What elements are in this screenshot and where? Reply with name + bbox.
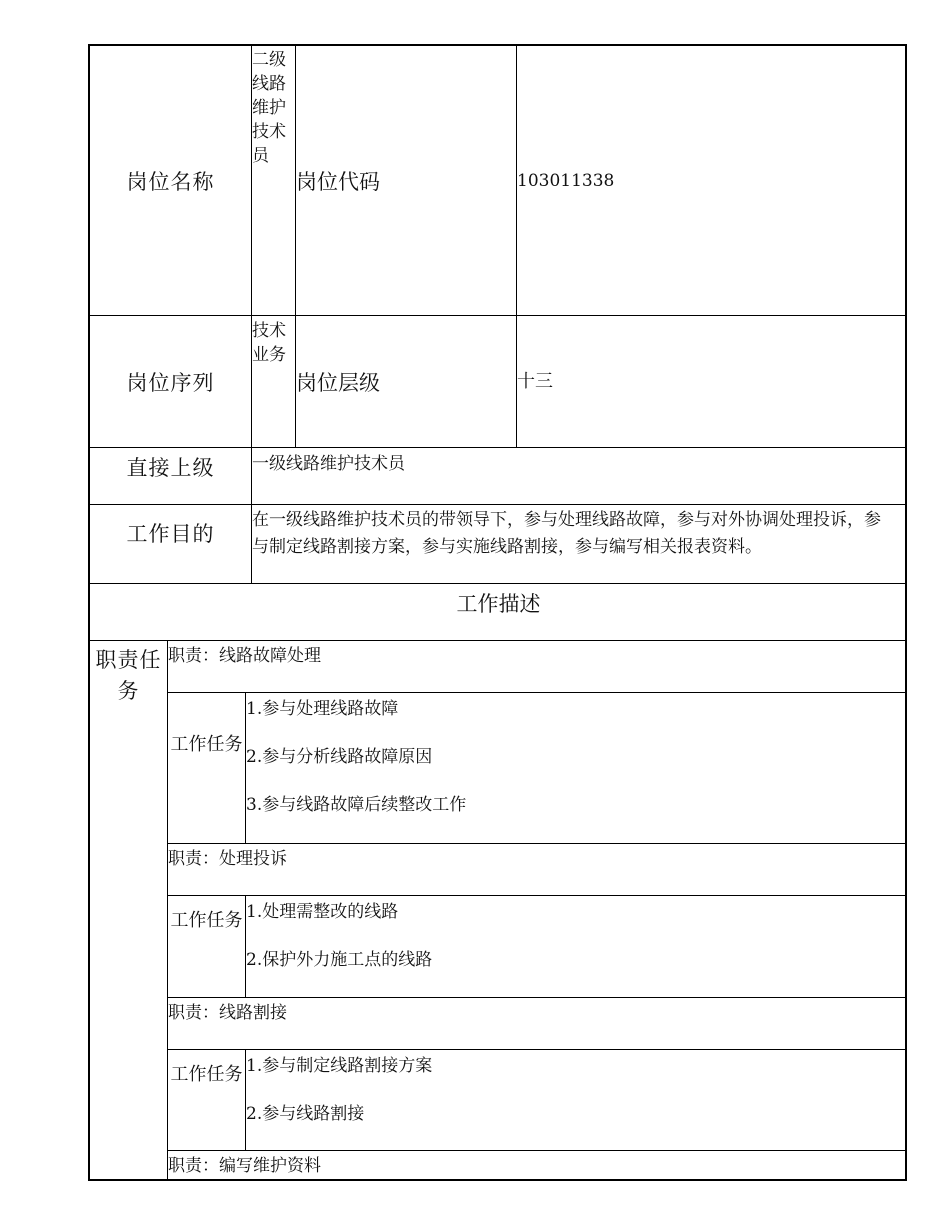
post-code-value: 103011338 — [517, 46, 907, 316]
task-item: 2.保护外力施工点的线路 — [246, 950, 433, 970]
purpose-label: 工作目的 — [90, 505, 252, 584]
post-level-label: 岗位层级 — [296, 316, 517, 448]
post-level-value: 十三 — [517, 316, 907, 448]
post-code-label: 岗位代码 — [296, 46, 517, 316]
task-item: 3.参与线路故障后续整改工作 — [246, 795, 467, 815]
task-item: 2.参与线路割接 — [246, 1104, 365, 1124]
post-name-value: 二级线路维护技术员 — [252, 46, 296, 316]
superior-label: 直接上级 — [90, 448, 252, 505]
post-name-label: 岗位名称 — [90, 46, 252, 316]
task-list-2 — [246, 896, 907, 998]
duty-2: 职责：处理投诉 — [168, 844, 907, 896]
post-seq-value: 技术业务 — [252, 316, 296, 448]
duty-4: 职责：编写维护资料 — [168, 1156, 321, 1176]
post-seq-label: 岗位序列 — [90, 316, 252, 448]
task-list-1 — [246, 693, 907, 844]
job-description-table — [88, 44, 907, 1181]
task-label-2: 工作任务 — [168, 896, 246, 998]
task-list-3 — [246, 1050, 907, 1151]
duty-1: 职责：线路故障处理 — [168, 641, 907, 693]
description-title: 工作描述 — [90, 584, 907, 641]
task-item: 1.参与制定线路割接方案 — [246, 1056, 433, 1076]
task-label-1: 工作任务 — [168, 693, 246, 844]
duty-3: 职责：线路割接 — [168, 998, 907, 1050]
task-item: 2.参与分析线路故障原因 — [246, 747, 433, 767]
duties-label: 职责任务 — [90, 641, 168, 1181]
task-item: 1.处理需整改的线路 — [246, 902, 399, 922]
superior-value: 一级线路维护技术员 — [252, 448, 907, 505]
purpose-value: 在一级线路维护技术员的带领导下，参与处理线路故障，参与对外协调处理投诉，参与制定线路割接方案，参与实施线路割接，参与编写相关报表资料。 — [252, 505, 907, 584]
task-item: 1.参与处理线路故障 — [246, 699, 399, 719]
task-label-3: 工作任务 — [168, 1050, 246, 1151]
